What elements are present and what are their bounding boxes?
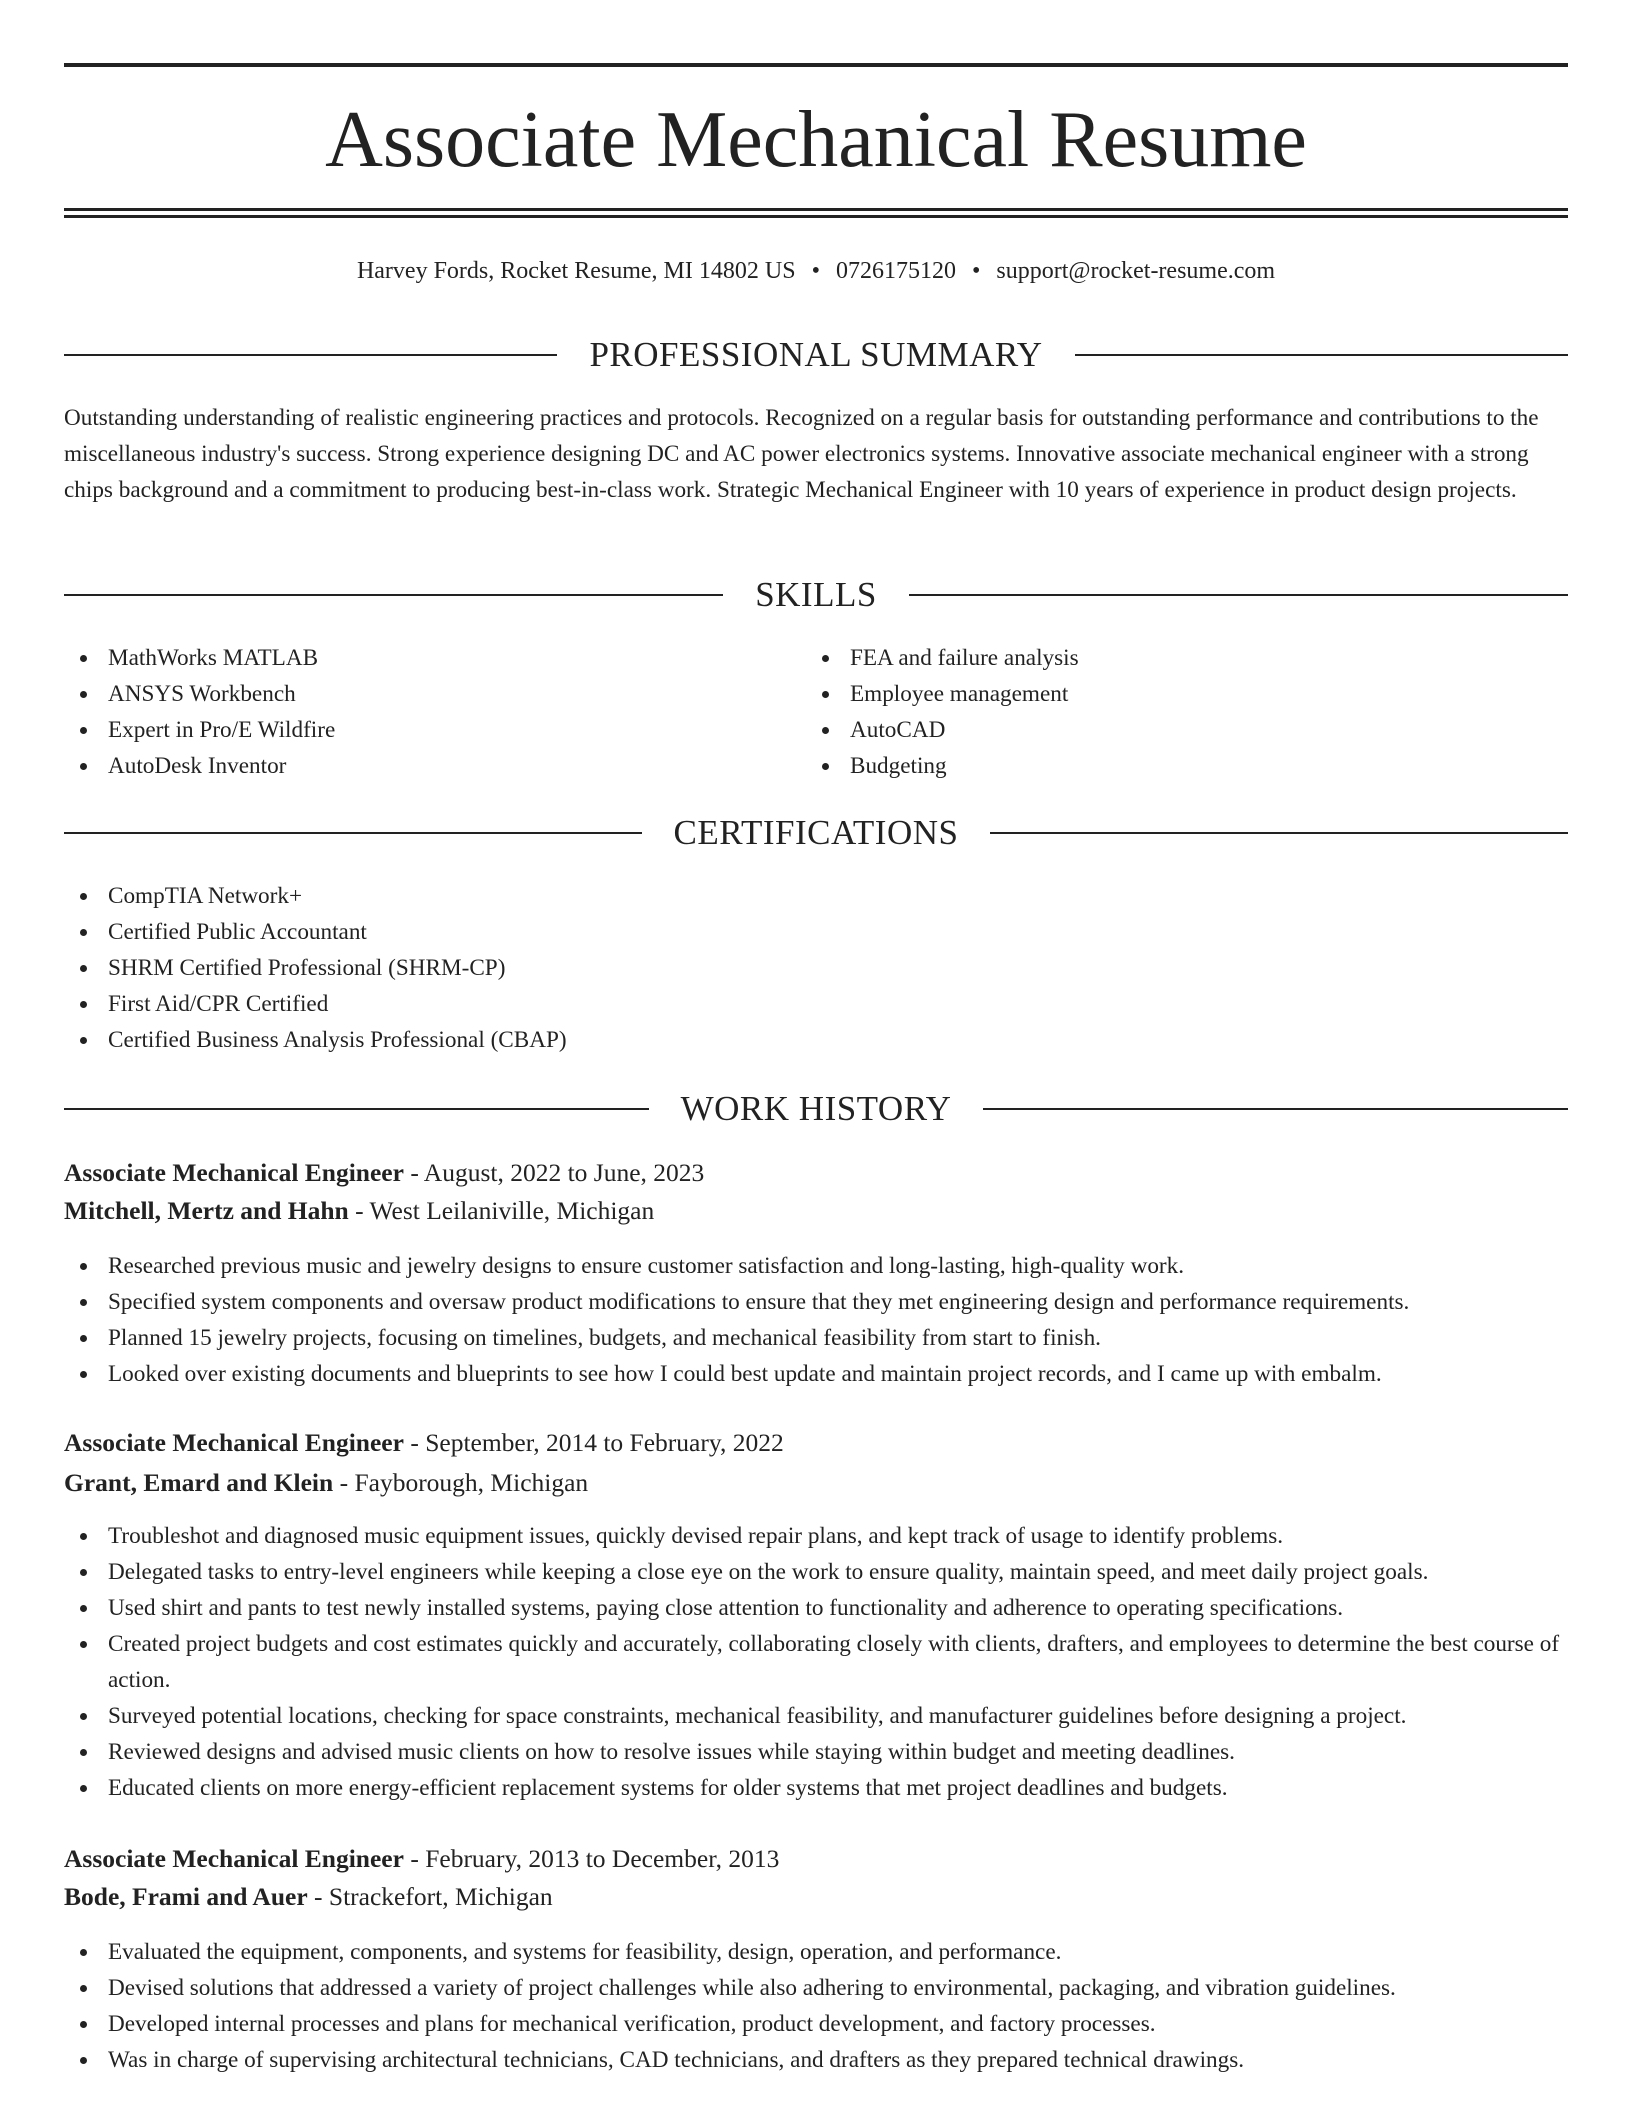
job-bullet: Researched previous music and jewelry designs to ensure customer satisfaction and long-lasting, high-quality work.	[64, 1248, 1568, 1284]
summary-text: Outstanding understanding of realistic engineering practices and protocols. Recognized on a regular basis for outstanding performance and contributions to the miscellaneous industry's success. Strong experience designing DC and AC power electronics systems. Innovative associate mechanical engineer with a strong chips background and a commitment to producing best-in-class work. Strategic Mechanical Engineer with 10 years of experience in product design projects.	[64, 405, 1539, 503]
job-location: - West Leilaniville, Michigan	[348, 1196, 655, 1225]
section-heading-label: WORK HISTORY	[680, 1089, 952, 1128]
contact-separator: •	[811, 258, 820, 284]
job-bullet: Reviewed designs and advised music clients on how to resolve issues while staying within budget and meeting deadlines.	[64, 1734, 1568, 1770]
header-rule-lower	[64, 215, 1568, 218]
resume-title: Associate Mechanical Resume	[325, 96, 1307, 184]
section-heading-work-history	[64, 1087, 1568, 1131]
heading-rule-right	[909, 594, 1568, 596]
certifications-block	[64, 878, 1568, 1058]
heading-rule-left	[64, 594, 723, 596]
skill-item: Expert in Pro/E Wildfire	[64, 712, 764, 748]
header-rule-upper	[64, 208, 1568, 211]
header-top-rule	[64, 63, 1568, 67]
skill-item: FEA and failure analysis	[806, 640, 1506, 676]
job-dates: - September, 2014 to February, 2022	[403, 1428, 784, 1457]
job-company-line	[64, 1464, 1568, 1502]
skill-item: MathWorks MATLAB	[64, 640, 764, 676]
contact-line	[64, 254, 1568, 288]
heading-rule-right	[983, 1108, 1568, 1110]
job-company-line	[64, 1878, 1568, 1916]
certification-item: Certified Business Analysis Professional (CBAP)	[64, 1022, 1568, 1058]
job-bullet: Planned 15 jewelry projects, focusing on timelines, budgets, and mechanical feasibility from start to finish.	[64, 1320, 1568, 1356]
job-title-line	[64, 1840, 1568, 1878]
skills-column-right	[806, 640, 1506, 784]
skill-item: Employee management	[806, 676, 1506, 712]
job-bullets	[64, 1934, 1568, 2078]
job-bullet: Educated clients on more energy-efficient replacement systems for older systems that met project deadlines and budgets.	[64, 1770, 1568, 1806]
certification-item: CompTIA Network+	[64, 878, 1568, 914]
heading-rule-right	[990, 832, 1568, 834]
job-bullet: Was in charge of supervising architectural technicians, CAD technicians, and drafters as they prepared technical drawings.	[64, 2042, 1568, 2078]
job-company: Bode, Frami and Auer	[64, 1882, 308, 1911]
job-location: - Strackefort, Michigan	[307, 1882, 553, 1911]
section-heading-label: CERTIFICATIONS	[673, 813, 959, 852]
job-dates: - February, 2013 to December, 2013	[403, 1844, 780, 1873]
contact-separator: •	[971, 258, 981, 284]
certification-item: SHRM Certified Professional (SHRM-CP)	[64, 950, 1568, 986]
job-bullets-block	[64, 1934, 1568, 2078]
contact-address: Harvey Fords, Rocket Resume, MI 14802 US	[356, 258, 796, 284]
skills-list-right	[806, 640, 1506, 784]
job-bullets-block	[64, 1518, 1568, 1806]
section-heading-summary	[64, 333, 1568, 377]
heading-rule-left	[64, 832, 642, 834]
skill-item: AutoDesk Inventor	[64, 748, 764, 784]
section-heading-certifications	[64, 811, 1568, 855]
job-bullet: Created project budgets and cost estimates quickly and accurately, collaborating closely with clients, drafters, and employees to determine the best course of action.	[64, 1626, 1568, 1698]
certifications-list	[64, 878, 1568, 1058]
heading-rule-left	[64, 1108, 649, 1110]
skill-item: AutoCAD	[806, 712, 1506, 748]
skills-column-left	[64, 640, 764, 784]
job-company: Grant, Emard and Klein	[64, 1468, 334, 1497]
section-heading-label: PROFESSIONAL SUMMARY	[589, 335, 1043, 374]
certification-item: First Aid/CPR Certified	[64, 986, 1568, 1022]
section-heading-label: SKILLS	[755, 575, 877, 614]
job-bullet: Specified system components and oversaw product modifications to ensure that they met engineering design and performance requirements.	[64, 1284, 1568, 1320]
job-bullet: Delegated tasks to entry-level engineers while keeping a close eye on the work to ensure quality, maintain speed, and meet daily project goals.	[64, 1554, 1568, 1590]
job-title: Associate Mechanical Engineer	[64, 1428, 404, 1457]
job-title: Associate Mechanical Engineer	[64, 1158, 404, 1187]
contact-phone: 0726175120	[835, 258, 956, 284]
section-heading-skills	[64, 573, 1568, 617]
job-company-line	[64, 1192, 1568, 1230]
job-title-line	[64, 1154, 1568, 1192]
certification-item: Certified Public Accountant	[64, 914, 1568, 950]
job-bullet: Surveyed potential locations, checking for space constraints, mechanical feasibility, and manufacturer guidelines before designing a project.	[64, 1698, 1568, 1734]
job-bullet: Developed internal processes and plans for mechanical verification, product development, and factory processes.	[64, 2006, 1568, 2042]
skill-item: ANSYS Workbench	[64, 676, 764, 712]
job-bullets-block	[64, 1248, 1568, 1392]
job-location: - Fayborough, Michigan	[333, 1468, 589, 1497]
job-title: Associate Mechanical Engineer	[64, 1844, 404, 1873]
job-bullet: Used shirt and pants to test newly installed systems, paying close attention to functionality and adherence to operating specifications.	[64, 1590, 1568, 1626]
contact-email: support@rocket-resume.com	[996, 258, 1276, 284]
job-bullet: Troubleshot and diagnosed music equipment issues, quickly devised repair plans, and kept track of usage to identify problems.	[64, 1518, 1568, 1554]
job-dates: - August, 2022 to June, 2023	[403, 1158, 705, 1187]
job-title-line	[64, 1424, 1568, 1462]
job-bullet: Devised solutions that addressed a variety of project challenges while also adhering to environmental, packaging, and vibration guidelines.	[64, 1970, 1568, 2006]
heading-rule-right	[1075, 354, 1568, 356]
job-company: Mitchell, Mertz and Hahn	[64, 1196, 349, 1225]
job-bullets	[64, 1248, 1568, 1392]
skills-list-left	[64, 640, 764, 784]
skill-item: Budgeting	[806, 748, 1506, 784]
job-bullet: Evaluated the equipment, components, and systems for feasibility, design, operation, and performance.	[64, 1934, 1568, 1970]
heading-rule-left	[64, 354, 557, 356]
job-bullets	[64, 1518, 1568, 1806]
job-bullet: Looked over existing documents and blueprints to see how I could best update and maintain project records, and I came up with embalm.	[64, 1356, 1568, 1392]
